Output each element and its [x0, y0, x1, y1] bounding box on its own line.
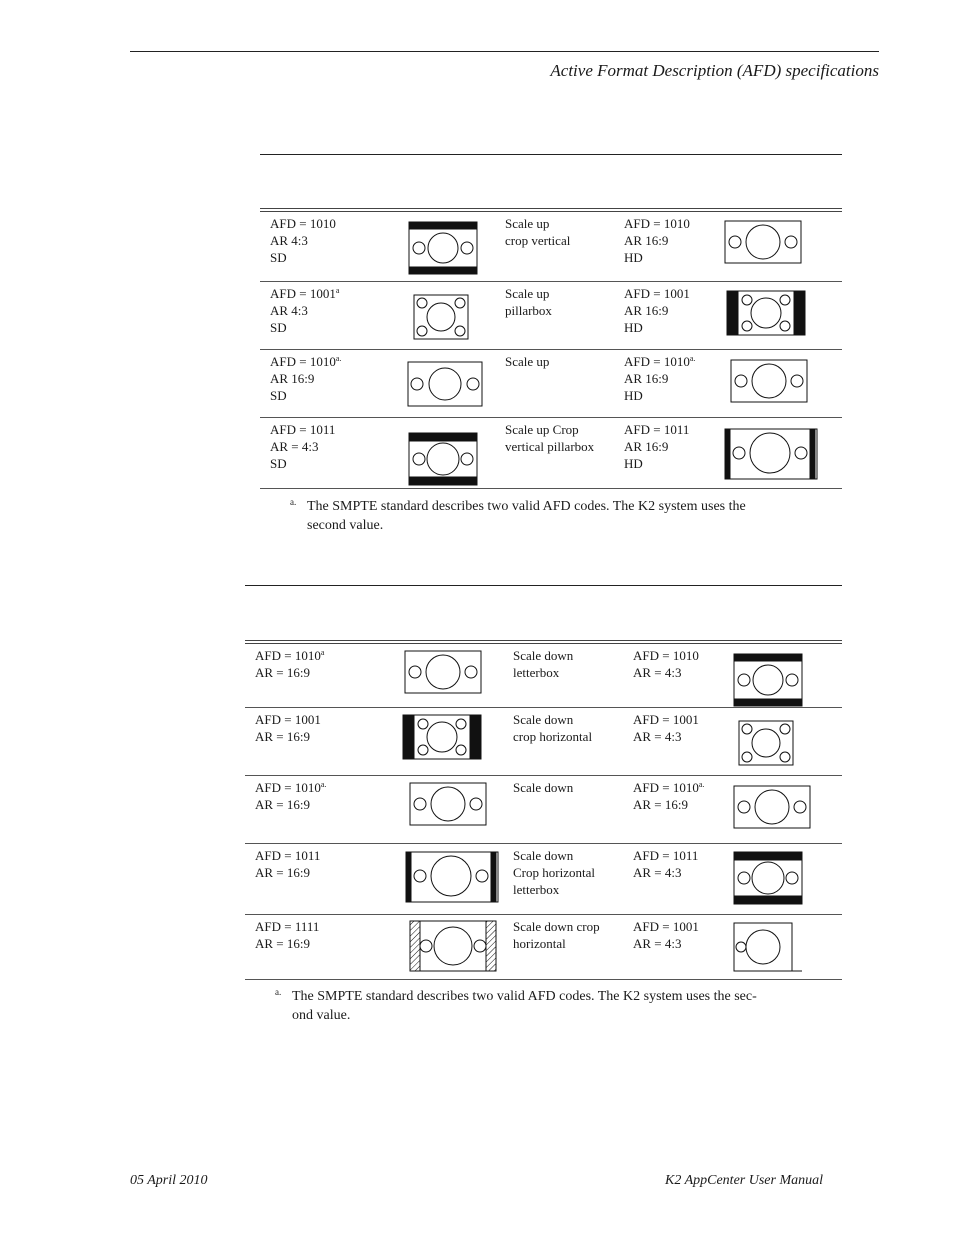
footnote-ref: a.: [698, 780, 705, 789]
conversion-row: [245, 776, 842, 844]
destination-format-text: AR = 4:3: [633, 665, 682, 680]
conversion-row: [260, 212, 842, 281]
hd-14x9-pillarbox-circle-diagram: [724, 417, 842, 488]
conversion-row: [245, 915, 842, 980]
conversion-method: [513, 844, 633, 915]
destination-format-text: HD: [624, 455, 643, 471]
source-format-text: AR = 4:3: [270, 438, 319, 454]
conversion-method-line: Scale down: [513, 848, 574, 863]
source-format: [245, 915, 395, 980]
destination-format-line: [624, 421, 724, 438]
destination-format-text: AR 16:9: [624, 302, 669, 318]
destination-format: [624, 349, 724, 417]
source-format-line: [255, 918, 395, 935]
destination-format-line: [624, 319, 724, 336]
source-format-line: [270, 302, 400, 319]
hd-hatched-pillar-circle-diagram: [395, 915, 513, 980]
hd-full-circle-diagram: [395, 644, 513, 708]
destination-format-line: [633, 728, 733, 745]
source-format-text: AR = 16:9: [255, 665, 311, 680]
source-format-line: [270, 319, 400, 336]
source-format-line: [270, 215, 400, 232]
source-format-text: AR = 16:9: [255, 797, 311, 812]
footnote-line-2: second value.: [307, 518, 384, 533]
source-format-line: [270, 232, 400, 249]
destination-format-line: [633, 864, 733, 881]
source-format-text: AFD = 1001: [270, 285, 336, 301]
conversion-row: [245, 644, 842, 708]
destination-format: [633, 644, 733, 708]
footnote-line-1: The SMPTE standard describes two valid AFD codes. The K2 system uses the: [307, 499, 746, 514]
sd-4x3-cropped-circle-diagram: [733, 915, 842, 980]
conversion-row: [260, 417, 842, 488]
hd-full-circle-diagram: [733, 776, 842, 844]
conversion-method-line: pillarbox: [505, 302, 552, 318]
sd-4x3-circle-diagram: [733, 708, 842, 776]
sd-letterbox-circle-diagram: [400, 212, 505, 281]
sd-letterbox-14x9-circle-diagram: [400, 417, 505, 488]
conversion-method: [505, 281, 624, 349]
source-format-text: AFD = 1111: [255, 919, 320, 934]
footnote-marker: a.: [275, 987, 282, 997]
source-format-text: AFD = 1001: [255, 712, 321, 727]
conversion-method: [513, 708, 633, 776]
conversion-method-line: crop horizontal: [513, 729, 593, 744]
header-rule: [130, 51, 879, 52]
conversion-method-line: Scale down crop: [513, 919, 600, 934]
conversion-method-line: vertical pillarbox: [505, 438, 595, 454]
footnote-ref: a: [320, 648, 325, 657]
destination-format-line: [633, 796, 733, 813]
destination-format-text: HD: [624, 387, 643, 403]
source-format-text: AFD = 1011: [255, 848, 321, 863]
destination-format-line: [624, 302, 724, 319]
conversion-method-line: crop vertical: [505, 233, 571, 248]
hd-14x9-pillarbox-circle-diagram: [395, 844, 513, 915]
destination-format-line: [633, 779, 733, 796]
source-format-line: [255, 935, 395, 952]
hd-full-circle-diagram: [395, 776, 513, 844]
conversion-method: [505, 417, 624, 488]
destination-format-text: AFD = 1001: [624, 285, 690, 301]
source-format-line: [255, 779, 395, 796]
footnote-ref: a: [335, 285, 340, 295]
footnote-ref: a.: [320, 780, 327, 789]
source-format-line: [270, 421, 400, 438]
footer-manual-title: K2 AppCenter User Manual: [664, 1173, 823, 1188]
source-format: [245, 776, 395, 844]
source-format-line: [270, 438, 400, 455]
sd-anamorphic-circle-diagram: [400, 349, 505, 417]
destination-format-line: [624, 249, 724, 266]
destination-format-line: [624, 387, 724, 404]
sd-letterbox-14x9-circle-diagram: [733, 844, 842, 915]
destination-format-text: AFD = 1011: [633, 848, 699, 863]
source-format: [260, 349, 400, 417]
footnote-line-1: The SMPTE standard describes two valid AFD codes. The K2 system uses the sec-: [292, 989, 757, 1004]
conversion-method-line: Scale up: [505, 353, 550, 369]
table2-header-rule: [245, 640, 842, 641]
table1-header-rule: [260, 208, 842, 209]
hd-pillarbox-circle-diagram: [724, 281, 842, 349]
destination-format: [633, 915, 733, 980]
destination-format-text: AR = 4:3: [633, 729, 682, 744]
destination-format-text: AR = 16:9: [633, 797, 689, 812]
destination-format-line: [633, 711, 733, 728]
destination-format-line: [624, 353, 724, 370]
destination-format-line: [624, 285, 724, 302]
conversion-row: [245, 708, 842, 776]
destination-format-text: HD: [624, 319, 643, 335]
destination-format-text: AFD = 1010: [624, 216, 690, 231]
source-format-text: AFD = 1010: [255, 780, 321, 795]
source-format-line: [270, 455, 400, 472]
conversion-method-line: Scale up: [505, 285, 550, 301]
conversion-method: [505, 212, 624, 281]
destination-format-text: AFD = 1011: [624, 421, 690, 437]
source-format-text: AFD = 1010: [270, 216, 336, 231]
conversion-method-line: Scale down: [513, 780, 574, 795]
conversion-row: [260, 349, 842, 417]
source-format-text: AFD = 1010: [270, 353, 336, 369]
source-format-line: [270, 353, 400, 370]
page-header-title: Active Format Description (AFD) specifications: [550, 61, 879, 80]
source-format-text: AFD = 1010: [255, 648, 321, 663]
source-format-text: AR = 16:9: [255, 936, 311, 951]
source-format-line: [255, 664, 395, 681]
conversion-method-line: horizontal: [513, 936, 566, 951]
destination-format-line: [624, 215, 724, 232]
destination-format: [633, 844, 733, 915]
conversion-method: [513, 915, 633, 980]
destination-format-text: AR 16:9: [624, 438, 669, 454]
destination-format-text: AR 16:9: [624, 233, 669, 248]
source-format-line: [255, 728, 395, 745]
sd-4x3-circle-diagram: [400, 281, 505, 349]
footnote-ref: a.: [335, 353, 342, 363]
destination-format-line: [624, 455, 724, 472]
source-format-line: [270, 387, 400, 404]
source-format: [245, 708, 395, 776]
destination-format: [624, 212, 724, 281]
destination-format-text: AFD = 1010: [633, 780, 699, 795]
hd-full-circle-diagram: [724, 212, 842, 281]
source-format-text: SD: [270, 250, 287, 265]
destination-format-text: HD: [624, 250, 643, 265]
source-format-line: [270, 249, 400, 266]
destination-format-line: [633, 935, 733, 952]
conversion-method: [513, 644, 633, 708]
destination-format: [624, 281, 724, 349]
destination-format: [633, 776, 733, 844]
source-format-text: SD: [270, 455, 287, 471]
conversion-method-line: letterbox: [513, 665, 560, 680]
conversion-method-line: letterbox: [513, 882, 560, 897]
source-format-line: [270, 370, 400, 387]
table1-top-rule: [260, 154, 842, 155]
source-format-line: [255, 847, 395, 864]
table2-footnote: [275, 987, 820, 1025]
destination-format-text: AFD = 1010: [624, 353, 690, 369]
destination-format-text: AR = 4:3: [633, 865, 682, 880]
source-format-text: AR 16:9: [270, 370, 315, 386]
conversion-method-line: Scale down: [513, 712, 574, 727]
hd-full-circle-diagram: [724, 349, 842, 417]
footer-date: 05 April 2010: [130, 1173, 208, 1188]
destination-format-text: AFD = 1010: [633, 648, 699, 663]
footnote-ref: a.: [689, 353, 696, 363]
source-format-line: [255, 796, 395, 813]
destination-format-line: [633, 664, 733, 681]
conversion-method: [505, 349, 624, 417]
source-format-text: AR 4:3: [270, 233, 308, 248]
source-format-text: SD: [270, 387, 287, 403]
destination-format-text: AFD = 1001: [633, 919, 699, 934]
conversion-method-line: Crop horizontal: [513, 865, 595, 880]
destination-format-line: [633, 918, 733, 935]
destination-format-line: [624, 438, 724, 455]
hd-pillarbox-circle-diagram: [395, 708, 513, 776]
source-format-line: [255, 647, 395, 664]
conversion-row: [260, 281, 842, 349]
sd-letterbox-circle-diagram: [733, 644, 842, 708]
destination-format-text: AR 16:9: [624, 370, 669, 386]
destination-format-line: [624, 370, 724, 387]
destination-format-line: [633, 647, 733, 664]
source-format: [245, 844, 395, 915]
destination-format: [624, 417, 724, 488]
source-format-line: [270, 285, 400, 302]
source-format-text: SD: [270, 319, 287, 335]
footnote-marker: a.: [290, 497, 297, 507]
source-format: [260, 281, 400, 349]
source-format-text: AR = 16:9: [255, 729, 311, 744]
source-format: [245, 644, 395, 708]
source-format-line: [255, 711, 395, 728]
conversion-method: [513, 776, 633, 844]
afd-downconversion-table: [245, 644, 842, 980]
table2-top-rule: [245, 585, 842, 586]
source-format-line: [255, 864, 395, 881]
conversion-method-line: Scale down: [513, 648, 574, 663]
conversion-method-line: Scale up: [505, 216, 550, 231]
destination-format-text: AFD = 1001: [633, 712, 699, 727]
source-format: [260, 417, 400, 488]
destination-format-line: [633, 847, 733, 864]
destination-format-text: AR = 4:3: [633, 936, 682, 951]
source-format: [260, 212, 400, 281]
afd-upconversion-table: [260, 212, 842, 489]
source-format-text: AR = 16:9: [255, 865, 311, 880]
footnote-line-2: ond value.: [292, 1008, 351, 1023]
destination-format: [633, 708, 733, 776]
conversion-method-line: Scale up Crop: [505, 421, 579, 437]
source-format-text: AFD = 1011: [270, 421, 336, 437]
source-format-text: AR 4:3: [270, 302, 308, 318]
destination-format-line: [624, 232, 724, 249]
conversion-row: [245, 844, 842, 915]
table1-footnote: [290, 497, 830, 535]
